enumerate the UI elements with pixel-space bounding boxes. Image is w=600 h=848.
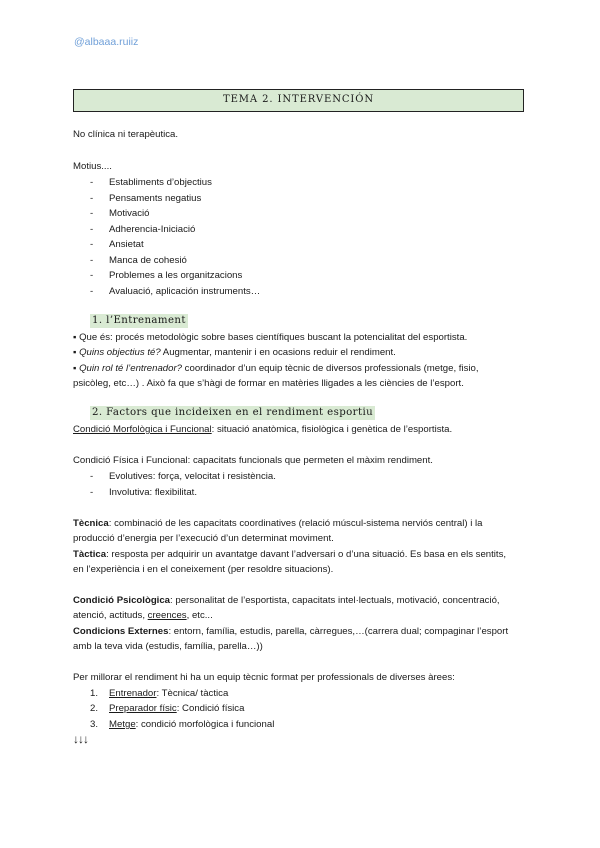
- list-item: Problemes a les organitzacions: [109, 270, 243, 281]
- author-handle: @albaaa.ruiiz: [74, 36, 139, 48]
- list-number: 1.: [90, 688, 99, 699]
- morfologica-line: [73, 423, 452, 436]
- role-desc: : Condició física: [176, 703, 245, 714]
- answer-text: Augmentar, mantenir i en ocasions reduir el rendiment.: [160, 347, 396, 358]
- dash-marker: -: [90, 193, 94, 204]
- dash-marker: -: [90, 177, 94, 188]
- list-number: 3.: [90, 719, 99, 730]
- section-heading-entrenament: 1. l’Entrenament: [92, 315, 186, 326]
- equip-intro: Per millorar el rendiment hi ha un equip tècnic format per professionals de diverses àrees:: [73, 672, 455, 683]
- list-item: Evolutives: força, velocitat i resistència.: [109, 471, 276, 482]
- dash-marker: -: [90, 208, 94, 219]
- term-text: : personalitat de l’esportista, capacitats intel·lectuals, motivació, concentració,: [170, 595, 500, 606]
- dash-marker: -: [90, 239, 94, 250]
- list-item: Manca de cohesió: [109, 255, 187, 266]
- intro-text: No clínica ni terapèutica.: [73, 129, 179, 140]
- psicologica-continued: [73, 609, 213, 622]
- dash-marker: -: [90, 471, 94, 482]
- list-item: Ansietat: [109, 239, 144, 250]
- term-label: Condició Psicològica: [73, 595, 171, 606]
- psicologica-line: [73, 594, 500, 607]
- list-item: Pensaments negatius: [109, 193, 202, 204]
- tactica-line: [73, 548, 506, 561]
- list-item: Involutiva: flexibilitat.: [109, 487, 197, 498]
- equip-item: [109, 687, 228, 700]
- dash-marker: -: [90, 224, 94, 235]
- page-title: TEMA 2. INTERVENCIÓN: [73, 89, 524, 112]
- section-heading-factors: 2. Factors que incideixen en el rendiment esportiu: [92, 407, 374, 418]
- bullet-text: Que és: procés metodològic sobre bases científiques buscant la potencialitat del esportista.: [79, 332, 468, 343]
- term-text: : situació anatòmica, fisiològica i genètica de l’esportista.: [211, 424, 453, 435]
- term-text: : combinació de les capacitats coordinatives (relació múscul-sistema nerviós central) i la: [108, 518, 483, 529]
- term-label: Condició Morfològica i Funcional: [73, 424, 212, 435]
- underlined-word: creences: [147, 610, 187, 621]
- fisica-line: Condició Física i Funcional: capacitats funcionals que permeten el màxim rendiment.: [73, 455, 433, 466]
- term-label: Tàctica: [73, 549, 107, 560]
- term-label: Tècnica: [73, 518, 109, 529]
- role-label: Metge: [109, 719, 136, 730]
- dash-marker: -: [90, 255, 94, 266]
- bullet-marker: ▪: [73, 332, 77, 343]
- bullet-rol-continued: psicòleg, etc…) . Això fa que s’hàgi de formar en matèries lligades a les ciències de l’esport.: [73, 378, 464, 389]
- question-text: Quin rol té l’entrenador?: [79, 363, 183, 374]
- motius-label: Motius....: [73, 161, 112, 172]
- term-text: : entorn, família, estudis, parella, càrregues,…(carrera dual; compaginar l’esport: [168, 626, 509, 637]
- question-text: Quins objectius té?: [79, 347, 161, 358]
- role-desc: : condició morfològica i funcional: [135, 719, 275, 730]
- tecnica-continued: producció d’energia per l’execució d’un determinat moviment.: [73, 533, 334, 544]
- term-text: : resposta per adquirir un avantatge davant l’adversari o d’una situació. Es basa en els sentits,: [106, 549, 507, 560]
- role-label: Preparador físic: [109, 703, 177, 714]
- dash-marker: -: [90, 487, 94, 498]
- bullet-rol: [73, 362, 479, 375]
- tactica-continued: en l’experiència i en el coneixement (per resoldre situacions).: [73, 564, 334, 575]
- dash-marker: -: [90, 270, 94, 281]
- answer-text: coordinador d’un equip tècnic de diversos professionals (metge, fisio,: [182, 363, 479, 374]
- bullet-que-es: [73, 331, 467, 344]
- role-label: Entrenador: [109, 688, 157, 699]
- externes-line: [73, 625, 508, 638]
- term-label: Condicions Externes: [73, 626, 169, 637]
- term-text: , etc...: [186, 610, 213, 621]
- tecnica-line: [73, 517, 483, 530]
- bullet-marker: ▪: [73, 363, 77, 374]
- bullet-objectius: [73, 346, 396, 359]
- list-item: Avaluació, aplicación instruments…: [109, 286, 261, 297]
- role-desc: : Tècnica/ tàctica: [156, 688, 229, 699]
- list-item: Establiments d’objectius: [109, 177, 212, 188]
- dash-marker: -: [90, 286, 94, 297]
- list-number: 2.: [90, 703, 99, 714]
- equip-item: [109, 702, 244, 715]
- bullet-marker: ▪: [73, 347, 77, 358]
- list-item: Adherencia-Iniciació: [109, 224, 196, 235]
- term-text: atenció, actituds,: [73, 610, 148, 621]
- externes-continued: amb la teva vida (estudis, família, parella…)): [73, 641, 263, 652]
- equip-item: [109, 718, 274, 731]
- down-arrows-icon: ↓↓↓: [73, 732, 88, 746]
- list-item: Motivació: [109, 208, 150, 219]
